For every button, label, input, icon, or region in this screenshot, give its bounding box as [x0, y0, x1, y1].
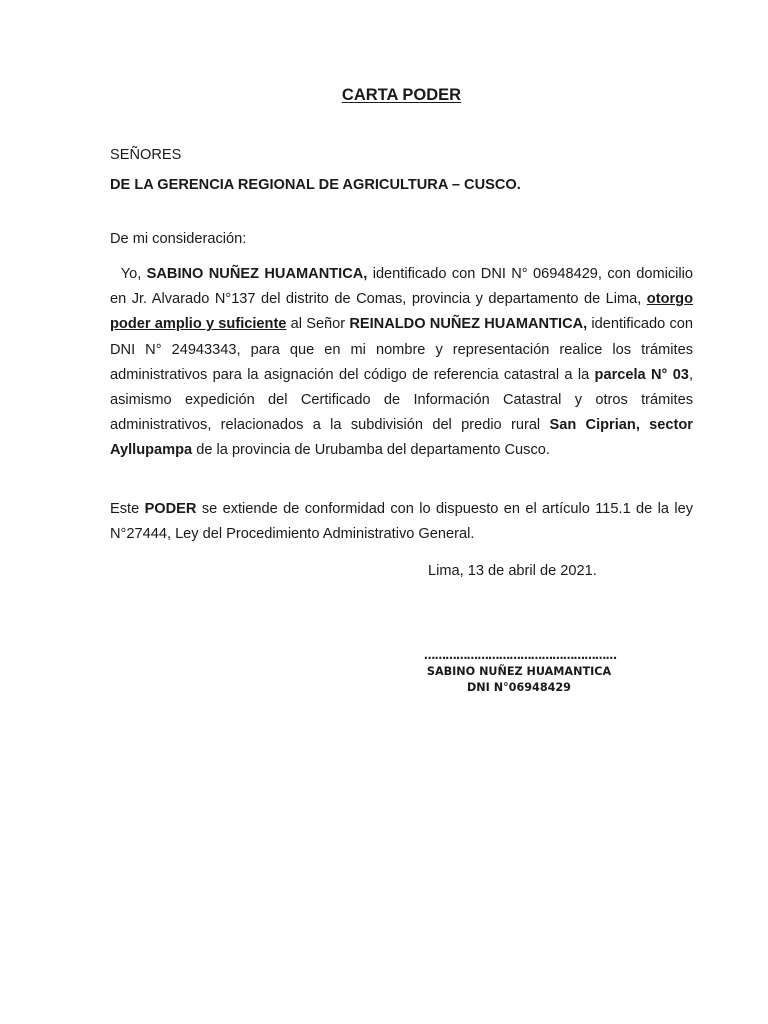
power-word: PODER — [144, 501, 197, 517]
signer-name: SABINO NUÑEZ HUAMANTICA — [426, 665, 612, 678]
property-name: San Ciprian, sector Ayllupampa — [110, 417, 693, 459]
paragraph-text: , asimismo expedición del Certificado de Información Catastral y otros trámites administrativos, relacionados a la subdivisión del predio rural — [110, 366, 693, 434]
paragraph-text: Yo, — [120, 266, 147, 282]
paragraph-text: identificado con DNI N° 24943343, para que en mi nombre y representación realice los trámites administrativos para la asignación del código de referencia catastral a la — [110, 316, 693, 383]
grantor-name: SABINO NUÑEZ HUAMANTICA, — [146, 266, 368, 282]
paragraph-text: Este — [110, 501, 145, 517]
paragraph-legal-basis — [110, 497, 693, 547]
paragraph-text: al Señor — [286, 316, 350, 333]
parcel-number: parcela N° 03 — [594, 366, 689, 383]
grantee-name: REINALDO NUÑEZ HUAMANTICA, — [349, 316, 588, 333]
paragraph-grant — [110, 262, 693, 464]
signer-dni: DNI N°06948429 — [467, 681, 571, 694]
paragraph-text: de la provincia de Urubamba del departamento Cusco. — [192, 442, 550, 459]
document-date: Lima, 13 de abril de 2021. — [428, 563, 597, 579]
greeting: De mi consideración: — [110, 231, 247, 247]
recipient-salutation: SEÑORES — [110, 147, 182, 163]
grant-phrase: otorgo poder amplio y suficiente — [110, 291, 693, 333]
signature-line: ……………………………………………… — [424, 649, 617, 662]
signature-block — [424, 648, 617, 696]
document-title: CARTA PODER — [341, 86, 462, 104]
paragraph-text: se extiende de conformidad con lo dispuesto en el artículo 115.1 de la ley N°27444, Ley del Procedimiento Administrativo General. — [110, 501, 693, 543]
paragraph-text: identificado con DNI N° 06948429, con domicilio en Jr. Alvarado N°137 del distrito de Comas, provincia y departamento de Lima, — [110, 266, 693, 308]
recipient-institution: DE LA GERENCIA REGIONAL DE AGRICULTURA – CUSCO. — [110, 177, 521, 193]
